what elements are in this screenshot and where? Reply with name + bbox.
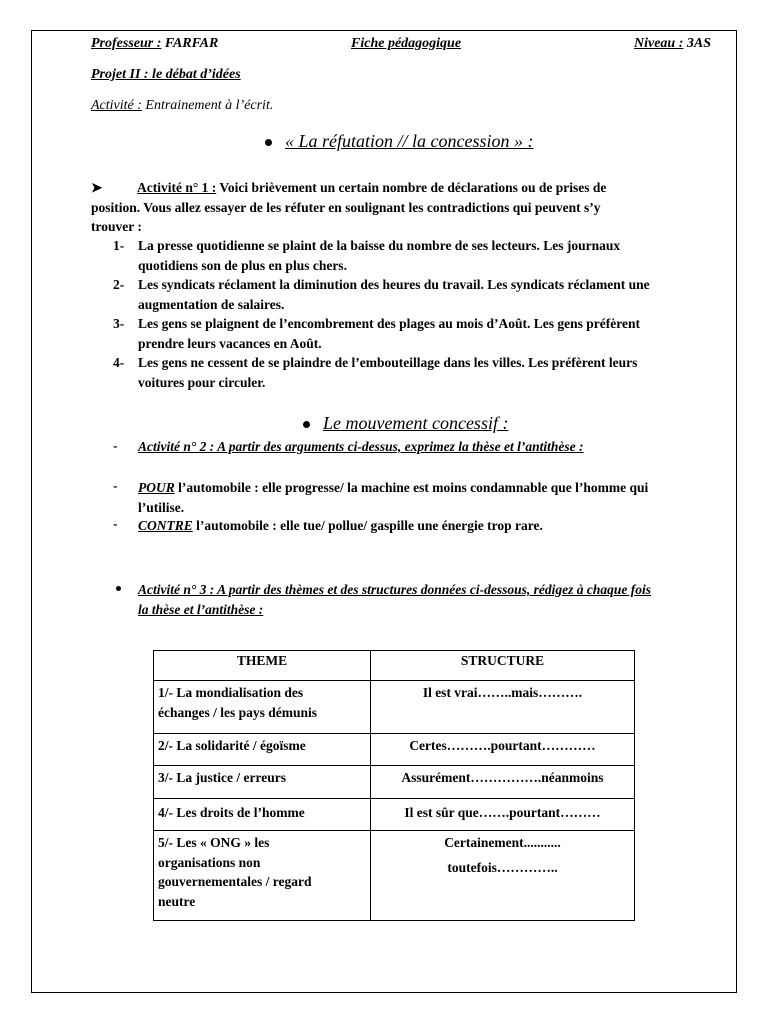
fiche-title: Fiche pédagogique — [351, 36, 462, 51]
list-item-text — [138, 353, 733, 392]
contre-text: l’automobile : elle tue/ pollue/ gaspille une énergie trop rare. — [192, 518, 543, 533]
list-item-number: 4- — [113, 355, 125, 370]
activity-2-text: Activité n° 2 : A partir des arguments ci-dessus, exprimez la thèse et l’antithèse : — [138, 439, 584, 454]
table-cell-structure: Assurément…………….néanmoins — [371, 766, 635, 799]
cell-line: organisations non — [158, 854, 261, 870]
contre-line — [138, 516, 543, 536]
list-item-line: Les gens ne cessent de se plaindre de l’embouteillage dans les villes. Les préfèrent leurs — [138, 355, 638, 370]
list-item-line: Les gens se plaignent de l’encombrement des plages au mois d’Août. Les gens préfèrent — [138, 316, 640, 331]
projet-line: Projet II : le débat d’idées — [91, 67, 241, 82]
cell-line: gouvernementales / regard — [158, 874, 312, 889]
table-cell-theme: 4/- Les droits de l’homme — [154, 799, 371, 831]
list-item-text — [138, 275, 733, 314]
theme-structure-table — [153, 650, 635, 921]
list-item-text — [138, 236, 733, 275]
list-item — [113, 314, 738, 353]
list-item-number: 3- — [113, 316, 125, 331]
list-item-line: quotidiens son de plus en plus chers. — [138, 257, 347, 273]
arrow-icon: ➤ — [91, 180, 103, 195]
cell-line: Certainement........... — [444, 835, 561, 850]
bullet-icon — [116, 586, 121, 591]
dash-marker: - — [113, 478, 118, 493]
list-item-line: augmentation de salaires. — [138, 296, 285, 312]
pour-line1 — [138, 478, 733, 498]
table-cell-theme — [154, 681, 371, 734]
activite-label: Activité : — [91, 98, 142, 113]
activite-value: Entrainement à l’écrit. — [141, 98, 274, 113]
cell-line: toutefois………….. — [447, 859, 558, 875]
contre-label: CONTRE — [138, 518, 193, 533]
activity-1-text2: position. Vous allez essayer de les réfuter en soulignant les contradictions qui peuvent s’y — [91, 199, 601, 215]
table-row — [154, 766, 635, 799]
cell-line: neutre — [158, 893, 196, 909]
list-item-line: Les syndicats réclament la diminution des heures du travail. Les syndicats réclament une — [138, 277, 650, 292]
activity-3-line1: Activité n° 3 : A partir des thèmes et des structures données ci-dessous, rédigez à chaque fois — [138, 582, 652, 597]
list-item-text — [138, 314, 733, 353]
professor-label: Professeur : — [91, 36, 162, 51]
activity-1-label: Activité n° 1 : — [137, 180, 217, 195]
activity-3-line2: la thèse et l’antithèse : — [138, 601, 264, 617]
cell-line: échanges / les pays démunis — [158, 704, 318, 720]
activite-line — [91, 96, 273, 115]
pour-block — [138, 478, 733, 517]
table-cell-structure: Il est sûr que…….pourtant……… — [371, 799, 635, 831]
niveau-line — [634, 34, 711, 53]
header-structure: STRUCTURE — [371, 651, 635, 681]
pour-text1: l’automobile : elle progresse/ la machine est moins condamnable que l’homme qui — [174, 480, 649, 495]
table-row — [154, 681, 635, 734]
activity-1-text3: trouver : — [91, 219, 142, 234]
section-title-concessif — [303, 412, 508, 434]
cell-line: 1/- La mondialisation des — [158, 685, 304, 700]
activity-3 — [138, 580, 733, 619]
pour-label: POUR — [138, 480, 175, 495]
list-item-number: 1- — [113, 238, 125, 253]
section-title-refutation — [265, 130, 533, 152]
list-item-number: 2- — [113, 277, 125, 292]
list-item-line: La presse quotidienne se plaint de la baisse du nombre de ses lecteurs. Les journaux — [138, 238, 621, 253]
table-row — [154, 799, 635, 831]
table-row — [154, 734, 635, 766]
list-item — [113, 353, 738, 392]
bullet-icon — [303, 421, 310, 428]
niveau-value: 3AS — [683, 36, 712, 51]
table-row — [154, 831, 635, 921]
cell-line: 5/- Les « ONG » les — [158, 835, 270, 850]
dash-marker: - — [113, 438, 118, 453]
table-header-row — [154, 651, 635, 681]
activity-1-text1: Voici brièvement un certain nombre de déclarations ou de prises de — [216, 180, 607, 195]
title-refutation-text: « La réfutation // la concession » : — [285, 131, 534, 151]
header-theme: THEME — [154, 651, 371, 681]
activity-1 — [91, 178, 731, 237]
table-cell-structure — [371, 831, 635, 921]
table-cell-theme: 2/- La solidarité / égoïsme — [154, 734, 371, 766]
niveau-label: Niveau : — [634, 36, 684, 51]
list-item-line: prendre leurs vacances en Août. — [138, 335, 322, 351]
bullet-icon — [265, 139, 272, 146]
list-item-line: voitures pour circuler. — [138, 374, 266, 390]
pour-line2: l’utilise. — [138, 499, 185, 515]
table-cell-theme — [154, 831, 371, 921]
professor-value: FARFAR — [161, 36, 219, 51]
professor-line — [91, 34, 218, 53]
table-cell-structure: Certes……….pourtant………… — [371, 734, 635, 766]
list-item — [113, 275, 738, 314]
table-cell-theme: 3/- La justice / erreurs — [154, 766, 371, 799]
activity-1-list — [113, 236, 738, 392]
title-concessif-text: Le mouvement concessif : — [323, 413, 509, 433]
dash-marker: - — [113, 516, 118, 531]
list-item — [113, 236, 738, 275]
activity-1-line1 — [91, 178, 731, 198]
table-cell-structure: Il est vrai……..mais………. — [371, 681, 635, 734]
